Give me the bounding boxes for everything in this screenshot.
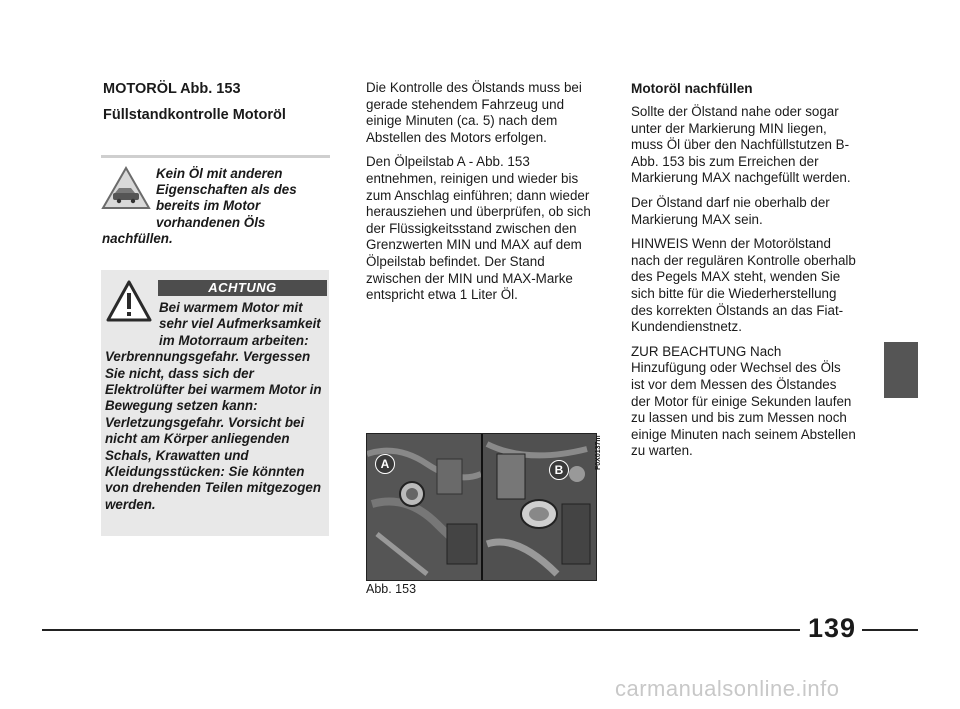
page-number: 139	[807, 613, 857, 643]
footer-rule-right	[862, 629, 918, 631]
paragraph: Der Ölstand darf nie oberhalb der Markierung MAX sein.	[631, 194, 830, 227]
achtung-text-content: Bei warmem Motor mit sehr viel Aufmerksamkeit im Motorraum arbeiten: Verbrennungsgefahr. Vergessen Sie nicht, dass sich der Elektrolüfter bei warmem Motor in Bewegung setzen kann: Verletzungsgefahr. Vorsicht bei nicht am Körper anliegenden Schals, Krawatten und Kleidungsstücken: Sie könnten von drehenden Teilen mitgezogen werden.	[105, 300, 322, 512]
figure-code	[595, 430, 607, 470]
paragraph: Den Ölpeilstab A - Abb. 153 entnehmen, reinigen und wieder bis zum Anschlag einführen; dann wieder herausziehen und überprüfen, ob sich der Flüssigkeitsstand zwischen den Grenzwerten MIN und MAX auf dem Ölpeilstab befindet. Der Stand zwischen der MIN und MAX-Marke entspricht etwa 1 Liter Öl.	[366, 154, 591, 303]
watermark: carmanualsonline.info	[615, 676, 840, 701]
oil-note-text	[102, 166, 328, 247]
paragraph: HINWEIS Wenn der Motorölstand nach der regulären Kontrolle oberhalb des Pegels MAX steht, wenden Sie sich bitte für die Wiederherstellung des korrekten Ölstands an das Fiat-Kundendienstnetz.	[631, 236, 856, 335]
section-title: MOTORÖL Abb. 153	[103, 81, 241, 97]
figure-code-text: F0X0137m	[595, 435, 602, 470]
middle-column	[366, 80, 602, 312]
paragraph: ZUR BEACHTUNG Nach Hinzufügung oder Wechsel des Öls ist vor dem Messen des Ölstandes der Motor für einige Sekunden laufen zu lassen und bis zum Messen noch einige Minuten nach seinem Abstellen zu warten.	[631, 343, 856, 459]
subsection-title: Motoröl nachfüllen	[631, 81, 753, 96]
chapter-tab	[884, 342, 918, 398]
paragraph: Sollte der Ölstand nahe oder sogar unter der Markierung MIN liegen, muss Öl über den Nachfüllstutzen B-Abb. 153 bis zum Erreichen der Markierung MAX nachgefüllt werden.	[631, 104, 851, 186]
figure-caption: Abb. 153	[366, 582, 417, 596]
section-subtitle: Füllstandkontrolle Motoröl	[103, 107, 286, 123]
engine-photo	[366, 433, 597, 581]
left-column	[103, 80, 331, 124]
label-b-badge: B	[549, 460, 569, 480]
right-column	[631, 80, 856, 468]
oil-note-text-content: Kein Öl mit anderen Eigenschaften als des bereits im Motor vorhandenen Öls nachfüllen.	[102, 166, 297, 246]
oil-note-box	[101, 155, 330, 246]
achtung-text	[105, 300, 325, 513]
paragraph: Die Kontrolle des Ölstands muss bei gerade stehendem Fahrzeug und einige Minuten (ca. 5) nach dem Abstellen des Motors erfolgen.	[366, 80, 582, 145]
achtung-badge: ACHTUNG	[158, 280, 327, 296]
footer-rule	[42, 629, 800, 631]
engine-bay-illustration	[367, 434, 596, 580]
label-a-badge: A	[375, 454, 395, 474]
achtung-box	[101, 270, 329, 536]
